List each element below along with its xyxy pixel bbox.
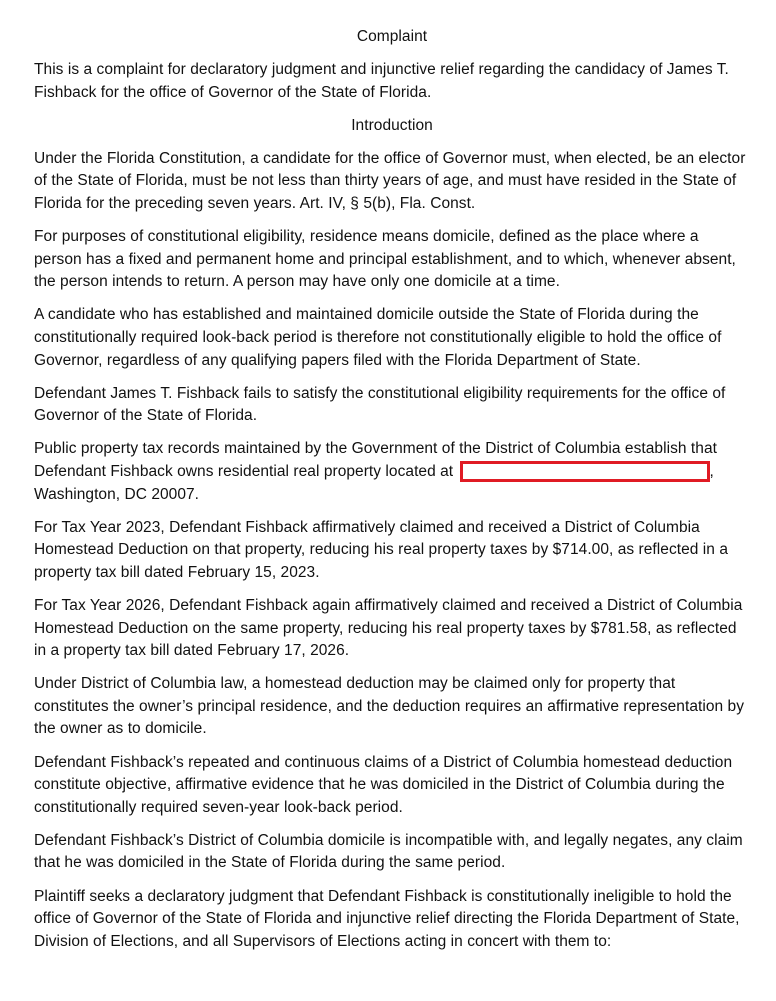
paragraph-domicile-definition: For purposes of constitutional eligibility, residence means domicile, defined as the place where a person has a fixed and permanent home and principal establishment, and to which, whenever absent, the person intends to return. A person may have only one domicile at a time.	[34, 228, 736, 291]
paragraph-lookback: A candidate who has established and maintained domicile outside the State of Florida during the constitutionally required look-back period is therefore not constitutionally eligible to hold the office of Governor, regardless of any qualifying papers filed with the Florida Department of State.	[34, 306, 722, 369]
property-text-after: , Washington, DC 20007.	[34, 463, 714, 503]
paragraph-dc-law: Under District of Columbia law, a homestead deduction may be claimed only for property that constitutes the owner’s principal residence, and the deduction requires an affirmative representation by the owner as to domicile.	[34, 675, 745, 738]
paragraph-eligibility: Under the Florida Constitution, a candidate for the office of Governor must, when elected, be an elector of the State of Florida, must be not less than thirty years of age, and must have resided in the State of Florida for the preceding seven years. Art. IV, § 5(b), Fla. Const.	[34, 149, 746, 213]
paragraph-tax-2026: For Tax Year 2026, Defendant Fishback again affirmatively claimed and received a District of Columbia Homestead Deduction on the same property, reducing his real property taxes by $781.58, as reflected in a property tax bill dated February 17, 2026.	[34, 596, 743, 660]
paragraph-fails-requirements: Defendant James T. Fishback fails to satisfy the constitutional eligibility requirements for the office of Governor of the State of Florida.	[34, 384, 726, 425]
paragraph-incompatible: Defendant Fishback’s District of Columbia domicile is incompatible with, and legally negates, any claim that he was domiciled in the State of Florida during the same period.	[34, 831, 743, 872]
intro-paragraph: This is a complaint for declaratory judgment and injunctive relief regarding the candidacy of James T. Fishback for the office of Governor of the State of Florida.	[34, 61, 729, 101]
heading-complaint: Complaint	[356, 28, 428, 45]
property-text-before: Public property tax records maintained by the Government of the District of Columbia establish that Defendant Fishback owns residential real property located at	[34, 440, 717, 480]
redacted-address-box	[460, 461, 710, 482]
paragraph-relief-sought: Plaintiff seeks a declaratory judgment that Defendant Fishback is constitutionally ineligible to hold the office of Governor of the State of Florida and injunctive relief directing the Florida Department of State, Division of Elections, and all Supervisors of Elections acting in concert with them to:	[34, 887, 740, 950]
heading-introduction: Introduction	[351, 116, 433, 134]
paragraph-property-records	[34, 438, 750, 506]
document-page	[34, 26, 750, 964]
paragraph-repeated-claims: Defendant Fishback’s repeated and continuous claims of a District of Columbia homestead deduction constitute objective, affirmative evidence that he was domiciled in the District of Columbia during the constitutionally required seven-year look-back period.	[34, 753, 733, 816]
paragraph-tax-2023: For Tax Year 2023, Defendant Fishback affirmatively claimed and received a District of Columbia Homestead Deduction on that property, reducing his real property taxes by $714.00, as reflected in a property tax bill dated February 15, 2023.	[34, 518, 728, 581]
